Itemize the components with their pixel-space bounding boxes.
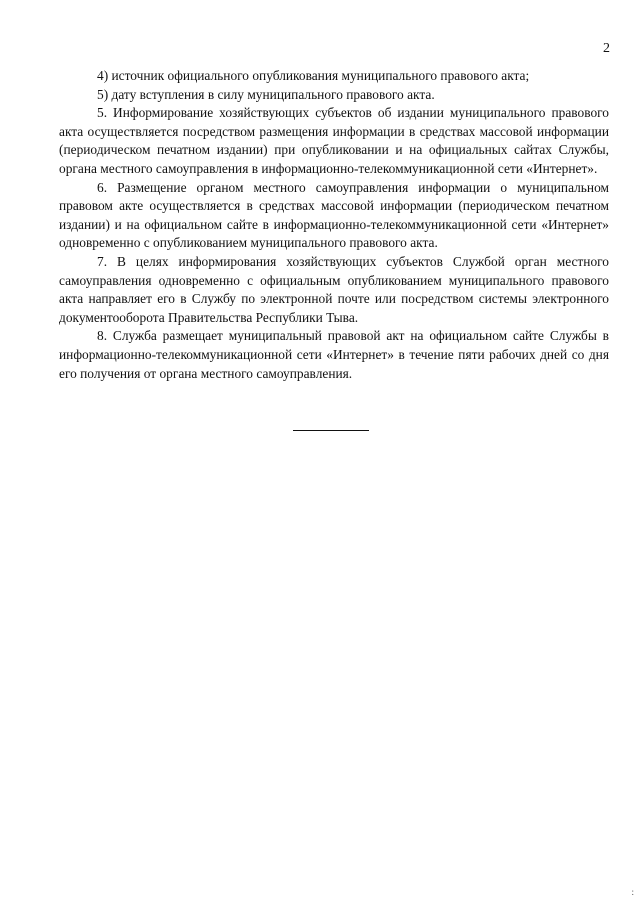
paragraph-5: 5. Информирование хозяйствующих субъектов об издании муниципального правового акта осуществляется посредством размещения информации в средствах массовой информации (периодическом печатном издании) при опубликовании и на официальных сайтах Службы, органа местного самоуправления в информационно-телекоммуникационной сети «Интернет». bbox=[59, 105, 609, 176]
paragraph-item-4: 4) источник официального опубликования муниципального правового акта; bbox=[97, 68, 530, 83]
paragraph-7: 7. В целях информирования хозяйствующих субъектов Службой орган местного самоуправления одновременно с официальным опубликованием муниципального правового акта направляет его в Службу по электронной почте или посредством системы электронного документооборота Правительства Республики Тыва. bbox=[59, 253, 609, 325]
paragraph-item-5: 5) дату вступления в силу муниципального правового акта. bbox=[97, 86, 435, 102]
corner-mark: : bbox=[631, 887, 634, 897]
end-divider-line bbox=[293, 430, 369, 431]
paragraph-8: 8. Служба размещает муниципальный правовой акт на официальном сайте Службы в информационно-телекоммуникационной сети «Интернет» в течение пяти рабочих дней со дня его получения от органа местного самоуправления. bbox=[59, 328, 609, 381]
page-number: 2 bbox=[603, 41, 610, 56]
document-body bbox=[59, 67, 609, 383]
paragraph-6: 6. Размещение органом местного самоуправления информации о муниципальном правовом акте осуществляется в средствах массовой информации (периодическом печатном издании) и на официальном сайте в информационно-телекоммуникационной сети «Интернет» одновременно с опубликованием муниципального правового акта. bbox=[59, 179, 609, 251]
